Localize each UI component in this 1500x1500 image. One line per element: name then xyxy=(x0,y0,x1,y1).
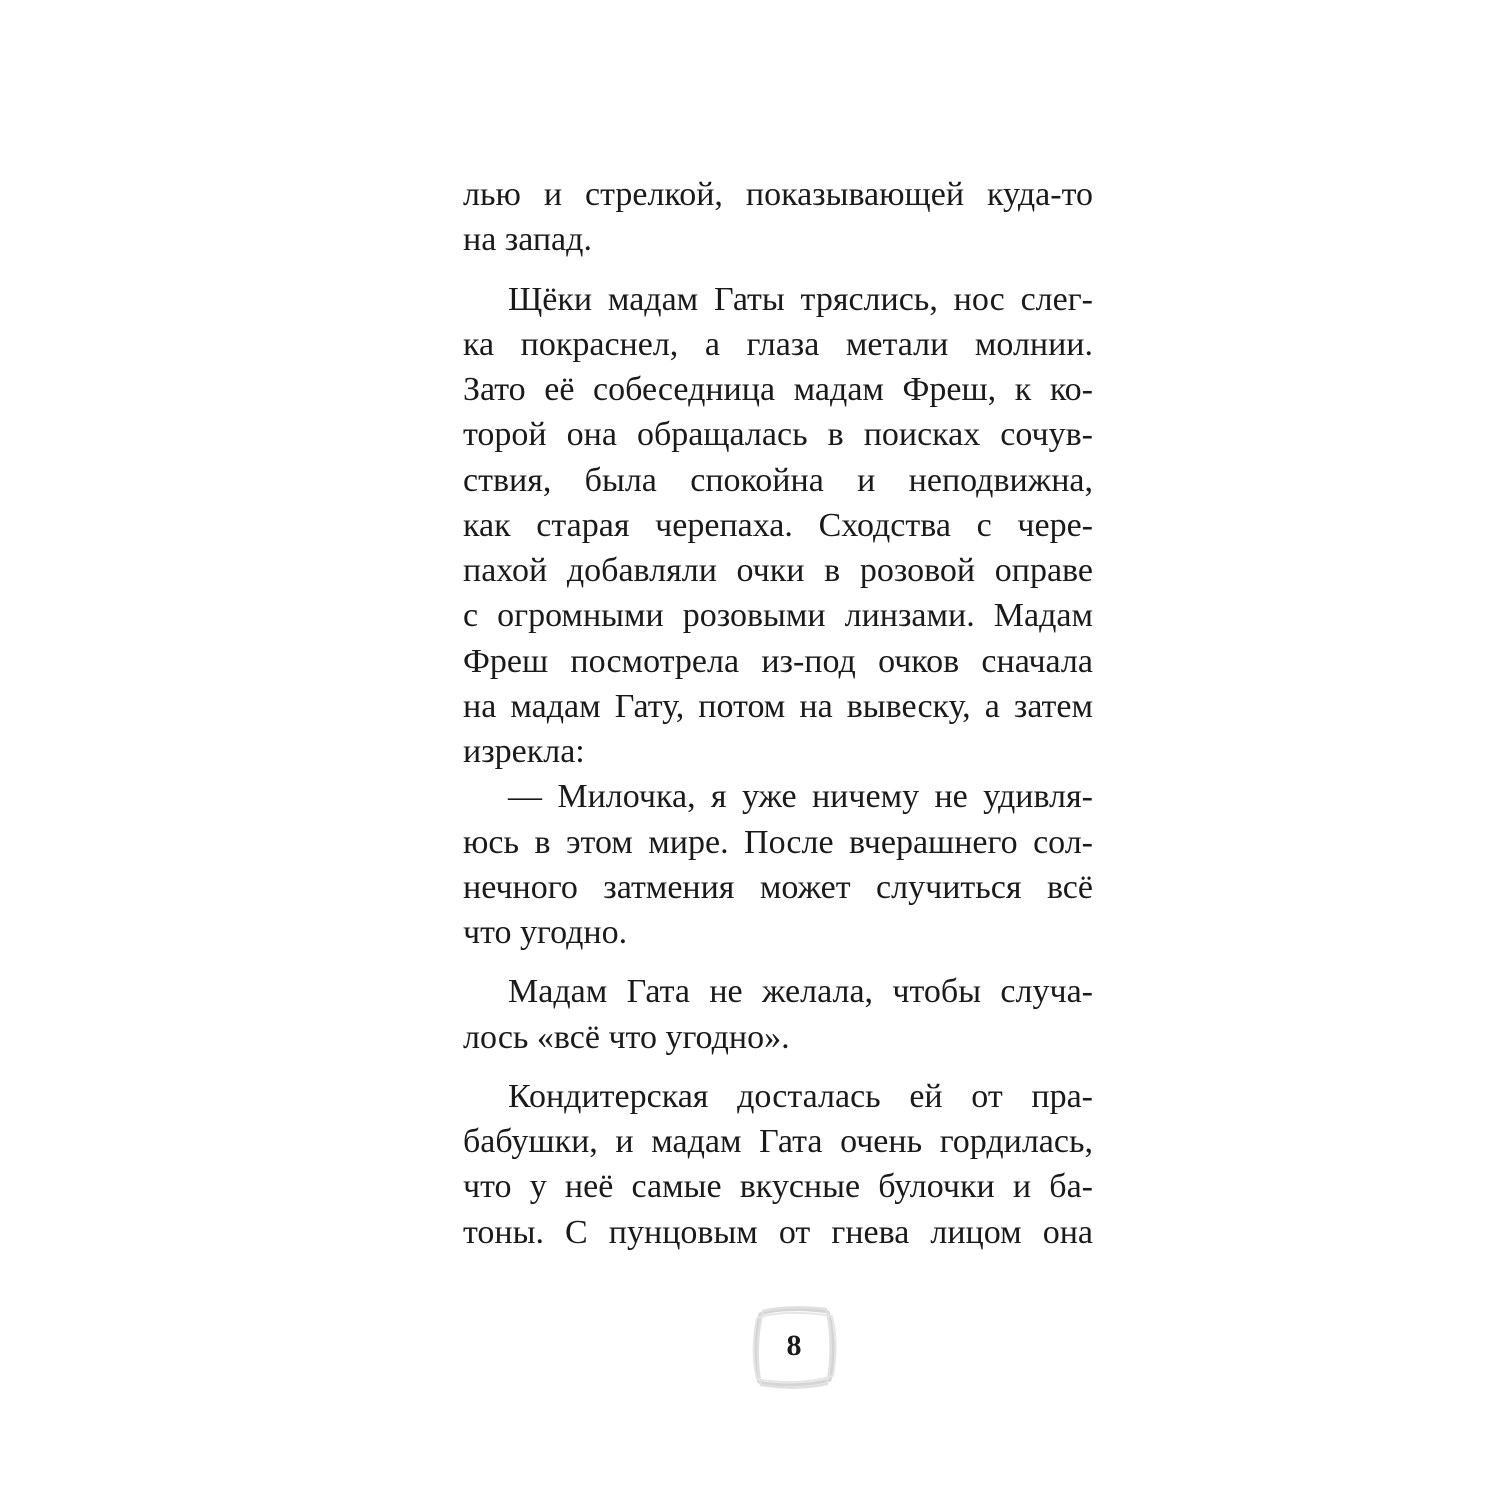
text-line: ка покраснел, а глаза метали молнии. xyxy=(463,325,1093,363)
text-line: что у неё самые вкусные булочки и ба- xyxy=(463,1168,1093,1206)
text-line: изрекла: xyxy=(463,733,585,770)
text-line: юсь в этом мире. После вчерашнего сол- xyxy=(463,823,1093,861)
text-line: пахой добавляли очки в розовой оправе xyxy=(463,552,1093,589)
text-line: Зато её собеседница мадам Фреш, к ко- xyxy=(463,371,1093,408)
paragraph-first-line: Щёки мадам Гаты тряслись, нос слег- xyxy=(508,280,1093,318)
dialogue-first-line: — Милочка, я уже ничему не удивля- xyxy=(508,778,1093,816)
paragraph-first-line: Кондитерская досталась ей от пра- xyxy=(508,1077,1093,1115)
page-number-badge xyxy=(748,1300,840,1392)
paragraph-first-line: Мадам Гата не желала, чтобы случа- xyxy=(508,973,1093,1011)
text-line: нечного затмения может случиться всё xyxy=(463,868,1093,906)
text-line: ствия, была спокойна и неподвижна, xyxy=(463,461,1093,499)
text-line: с огромными розовыми линзами. Мадам xyxy=(463,597,1093,635)
text-line: Фреш посмотрела из-под очков сначала xyxy=(463,642,1093,680)
page-text xyxy=(463,172,1093,1255)
text-line: как старая черепаха. Сходства с чере- xyxy=(463,506,1093,544)
text-line: лью и стрелкой, показывающей куда-то xyxy=(463,176,1093,213)
text-line: что угодно. xyxy=(463,914,628,951)
page-number: 8 xyxy=(786,1329,802,1362)
text-line: тоны. С пунцовым от гнева лицом она xyxy=(463,1213,1093,1251)
text-line: бабушки, и мадам Гата очень гордилась, xyxy=(463,1123,1093,1160)
text-line: торой она обращалась в поисках сочув- xyxy=(463,416,1093,454)
text-line: лось «всё что угодно». xyxy=(463,1018,790,1056)
text-line: на запад. xyxy=(463,221,592,259)
text-line: на мадам Гату, потом на вывеску, а затем xyxy=(463,687,1093,725)
